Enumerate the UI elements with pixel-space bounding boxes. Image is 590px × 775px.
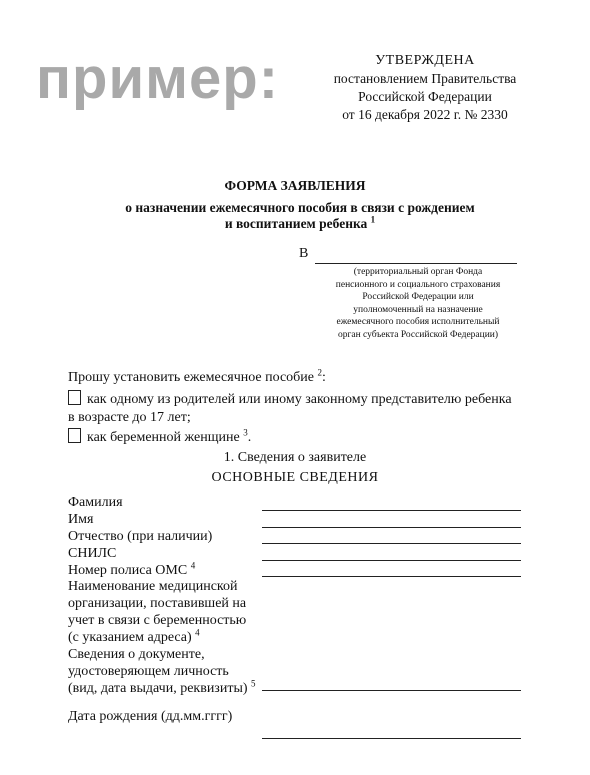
- medorg-label: [68, 578, 246, 646]
- option-parent: [68, 390, 538, 427]
- option-pregnant: [68, 428, 251, 447]
- form-subtitle: [60, 200, 540, 232]
- recipient-prefix: В: [299, 246, 309, 261]
- approval-stamp: [300, 52, 550, 124]
- footnote-marker: 4: [190, 560, 196, 571]
- form-subtitle-line: о назначении ежемесячного пособия в связи с рождением: [125, 200, 475, 215]
- patronymic-label: Отчество (при наличии): [68, 529, 213, 544]
- recipient-caption-line: орган субъекта Российской Федерации): [337, 329, 499, 340]
- option-parent-label-cont: в возрасте до 17 лет;: [68, 410, 191, 425]
- recipient-caption-line: пенсионного и социального страхования: [335, 279, 501, 290]
- recipient-caption-line: Российской Федерации или: [362, 292, 474, 302]
- footnote-marker: 5: [251, 678, 256, 689]
- oms-label: [68, 562, 195, 579]
- snils-field[interactable]: [262, 560, 521, 561]
- form-subtitle-text: и воспитанием ребенка: [224, 216, 368, 231]
- document-label-line: удостоверяющем личность: [68, 664, 229, 679]
- name-label: Имя: [68, 512, 94, 527]
- example-watermark: пример:: [36, 46, 280, 111]
- pregnant-checkbox[interactable]: [68, 428, 81, 443]
- oms-field[interactable]: [262, 576, 521, 577]
- birthdate-field[interactable]: [262, 738, 521, 739]
- approval-line: Российской Федерации: [358, 89, 492, 104]
- name-field[interactable]: [262, 527, 521, 528]
- document-label-text: (вид, дата выдачи, реквизиты): [68, 681, 248, 696]
- form-subtitle-line: [60, 216, 540, 232]
- oms-label-text: Номер полиса ОМС: [68, 563, 188, 578]
- document-label-line: Сведения о документе,: [68, 647, 205, 662]
- recipient-caption-line: (территориальный орган Фонда: [353, 267, 483, 277]
- section-title: 1. Сведения о заявителе: [223, 450, 367, 465]
- recipient-caption-line: уполномоченный на назначение: [353, 304, 483, 315]
- option-parent-label: как одному из родителей или иному законному представителю ребенка: [87, 392, 512, 407]
- footnote-marker: 1: [370, 214, 376, 225]
- medorg-label-line: Наименование медицинской: [68, 579, 238, 594]
- medorg-label-line: организации, поставившей на: [68, 596, 247, 611]
- request-colon: :: [322, 370, 326, 385]
- footnote-marker: 2: [317, 367, 322, 378]
- surname-label: Фамилия: [68, 495, 123, 510]
- medorg-label-line: [68, 629, 246, 646]
- recipient-caption-line: ежемесячного пособия исполнительный: [336, 317, 500, 327]
- option-pregnant-period: .: [247, 430, 252, 445]
- request-text: [68, 369, 326, 387]
- parent-checkbox[interactable]: [68, 390, 81, 405]
- recipient-caption: [318, 266, 518, 341]
- document-label-line: [68, 680, 256, 697]
- surname-field[interactable]: [262, 510, 521, 511]
- footnote-marker: 3: [243, 427, 248, 438]
- footnote-marker: 4: [195, 627, 200, 638]
- option-pregnant-label: как беременной женщине: [87, 430, 240, 445]
- snils-label: СНИЛС: [68, 546, 117, 561]
- section-subtitle: ОСНОВНЫЕ СВЕДЕНИЯ: [211, 470, 379, 485]
- approval-line: постановлением Правительства: [333, 71, 517, 86]
- patronymic-field[interactable]: [262, 543, 521, 544]
- document-field[interactable]: [262, 690, 521, 691]
- medorg-label-line: учет в связи с беременностью: [68, 613, 247, 628]
- medorg-label-text: (с указанием адреса): [68, 630, 192, 645]
- document-label: [68, 646, 256, 697]
- birthdate-label: Дата рождения (дд.мм.гггг): [68, 709, 233, 724]
- request-label: Прошу установить ежемесячное пособие: [68, 370, 314, 385]
- recipient-input-line[interactable]: [315, 263, 517, 264]
- approval-line: от 16 декабря 2022 г. № 2330: [342, 107, 508, 122]
- form-title: ФОРМА ЗАЯВЛЕНИЯ: [224, 178, 366, 193]
- approval-heading: УТВЕРЖДЕНА: [375, 53, 475, 68]
